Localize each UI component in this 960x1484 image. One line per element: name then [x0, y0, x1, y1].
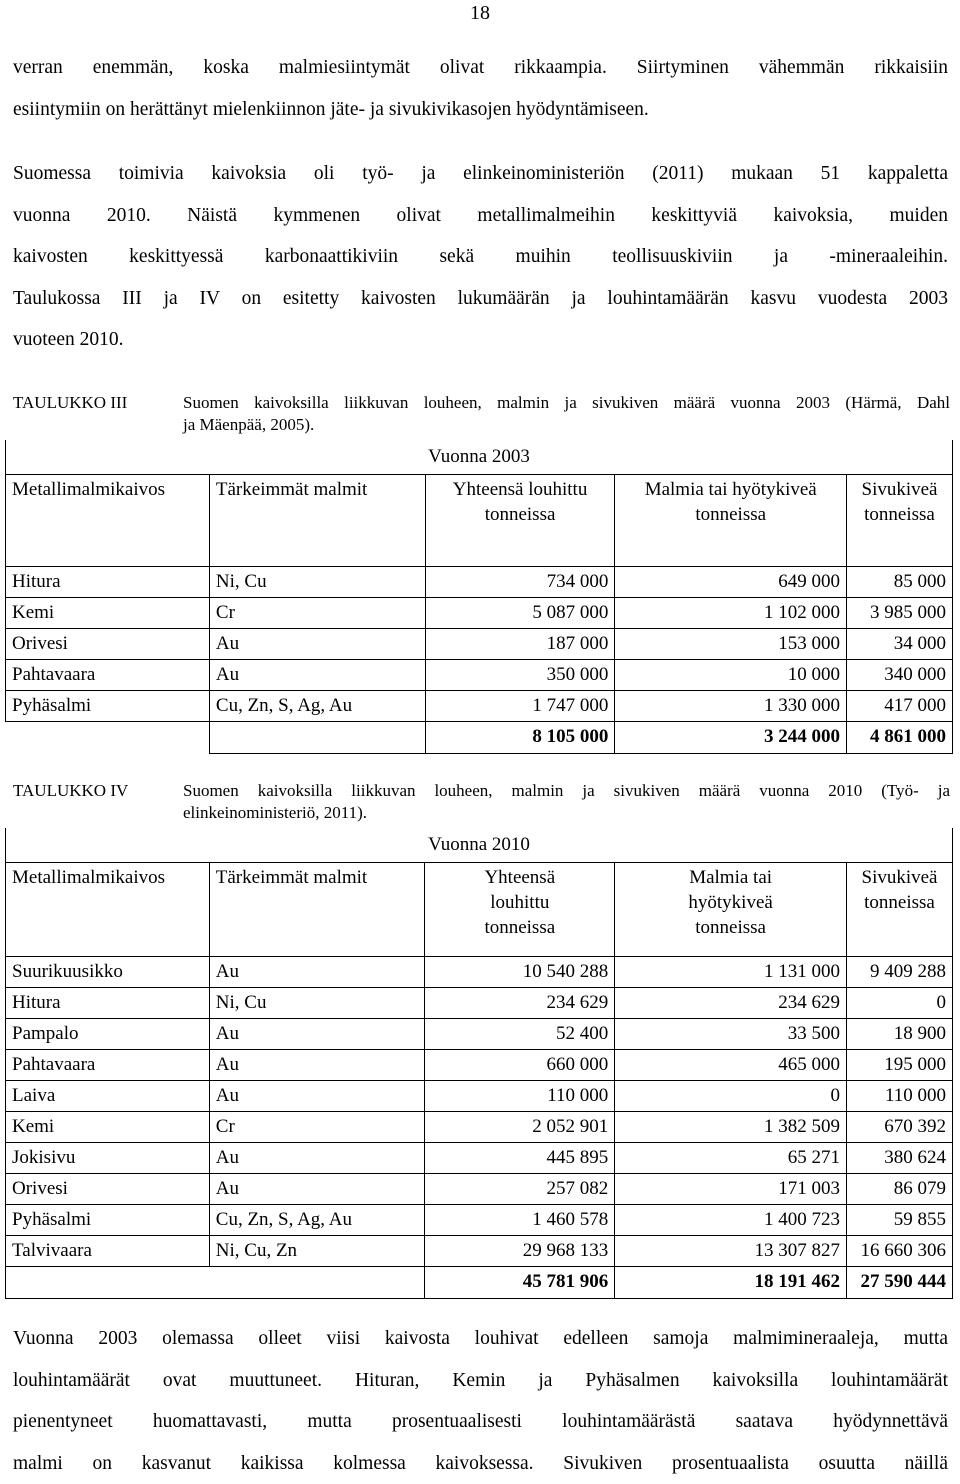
table-row [6, 1204, 953, 1235]
mine-cell: Hitura [6, 566, 210, 597]
mined-cell: 5 087 000 [425, 597, 615, 628]
table-row [6, 1049, 953, 1080]
table4 [5, 828, 953, 1299]
table4-header-total: Yhteensä louhittu tonneissa [425, 862, 615, 956]
table3-caption-text [183, 392, 950, 436]
ore-cell: 153 000 [615, 628, 847, 659]
table3-total-waste: 4 861 000 [847, 721, 953, 753]
mine-cell: Orivesi [6, 628, 210, 659]
table4-header-waste: Sivukiveä tonneissa [847, 862, 953, 956]
text-line: louhintamäärät ovat muuttuneet. Hituran, Kemin ja Pyhäsalmen kaivoksilla louhintamäärät [13, 1360, 948, 1402]
table-row [6, 956, 953, 987]
table4-label: TAULUKKO IV [13, 780, 128, 802]
table-row [6, 1173, 953, 1204]
table4-total-ore: 18 191 462 [615, 1266, 847, 1298]
mined-cell: 110 000 [425, 1080, 615, 1111]
table4-header-ores: Tärkeimmät malmit [209, 862, 425, 956]
blank-cell [209, 721, 425, 753]
ores-cell: Au [209, 1080, 425, 1111]
ores-cell: Ni, Cu [209, 987, 425, 1018]
mine-cell: Pyhäsalmi [6, 690, 210, 721]
mine-cell: Kemi [6, 1111, 210, 1142]
ore-cell: 465 000 [615, 1049, 847, 1080]
waste-cell: 380 624 [847, 1142, 953, 1173]
mined-cell: 257 082 [425, 1173, 615, 1204]
ore-cell: 649 000 [615, 566, 847, 597]
waste-cell: 670 392 [847, 1111, 953, 1142]
waste-cell: 0 [847, 987, 953, 1018]
ores-cell: Cu, Zn, S, Ag, Au [209, 690, 425, 721]
ores-cell: Cr [209, 1111, 425, 1142]
table4-caption-text [183, 780, 950, 824]
text-line: vuoteen 2010. [13, 319, 948, 361]
table3-total-mined: 8 105 000 [425, 721, 615, 753]
table-row [6, 1235, 953, 1266]
waste-cell: 9 409 288 [847, 956, 953, 987]
ore-cell: 1 102 000 [615, 597, 847, 628]
mine-cell: Pahtavaara [6, 1049, 210, 1080]
table-row [6, 1018, 953, 1049]
text-line: Suomessa toimivia kaivoksia oli työ- ja elinkeinoministeriön (2011) mukaan 51 kappaletta [13, 153, 948, 195]
caption-line: Suomen kaivoksilla liikkuvan louheen, malmin ja sivukiven määrä vuonna 2003 (Härmä, Dahl [183, 392, 950, 414]
mine-cell: Hitura [6, 987, 210, 1018]
ore-cell: 1 400 723 [615, 1204, 847, 1235]
text-line: Vuonna 2003 olemassa olleet viisi kaivosta louhivat edelleen samoja malmimineraaleja, mutta [13, 1318, 948, 1360]
mined-cell: 187 000 [425, 628, 615, 659]
mine-cell: Suurikuusikko [6, 956, 210, 987]
waste-cell: 86 079 [847, 1173, 953, 1204]
ores-cell: Au [209, 1173, 425, 1204]
table-row [6, 1111, 953, 1142]
text-line: Taulukossa III ja IV on esitetty kaivosten lukumäärän ja louhintamäärän kasvu vuodesta 2003 [13, 278, 948, 320]
ore-cell: 1 330 000 [615, 690, 847, 721]
text-line: verran enemmän, koska malmiesiintymät olivat rikkaampia. Siirtyminen vähemmän rikkaisiin [13, 47, 948, 89]
table-row [6, 566, 953, 597]
mined-cell: 1 460 578 [425, 1204, 615, 1235]
ore-cell: 171 003 [615, 1173, 847, 1204]
ores-cell: Au [209, 956, 425, 987]
table4-header-mine: Metallimalmikaivos [6, 862, 210, 956]
table3-caption [13, 392, 950, 438]
text-line: malmi on kasvanut kaikissa kolmessa kaivoksessa. Sivukiven prosentuaalista osuutta näillä [13, 1443, 948, 1484]
mined-cell: 2 052 901 [425, 1111, 615, 1142]
page-number: 18 [0, 2, 960, 25]
table4-body [6, 956, 953, 1266]
blank-cell [6, 721, 210, 753]
mined-cell: 445 895 [425, 1142, 615, 1173]
waste-cell: 195 000 [847, 1049, 953, 1080]
caption-line: ja Mäenpää, 2005). [183, 414, 950, 436]
ores-cell: Cr [209, 597, 425, 628]
waste-cell: 59 855 [847, 1204, 953, 1235]
table4-total-row [6, 1266, 953, 1298]
waste-cell: 85 000 [847, 566, 953, 597]
mine-cell: Laiva [6, 1080, 210, 1111]
intro-paragraph [13, 47, 948, 130]
ores-cell: Ni, Cu, Zn [209, 1235, 425, 1266]
table3-label: TAULUKKO III [13, 392, 127, 414]
text-line: pienentyneet huomattavasti, mutta prosentuaalisesti louhintamäärästä saatava hyödynnettävä [13, 1401, 948, 1443]
ores-cell: Au [209, 1142, 425, 1173]
waste-cell: 16 660 306 [847, 1235, 953, 1266]
table4-total-waste: 27 590 444 [847, 1266, 953, 1298]
mined-cell: 10 540 288 [425, 956, 615, 987]
closing-paragraph [13, 1318, 948, 1484]
mine-cell: Pampalo [6, 1018, 210, 1049]
ore-cell: 0 [615, 1080, 847, 1111]
table3-year: Vuonna 2003 [6, 440, 953, 474]
mined-cell: 734 000 [425, 566, 615, 597]
mine-cell: Kemi [6, 597, 210, 628]
table3-total-row [6, 721, 953, 753]
text-line: kaivosten keskittyessä karbonaattikiviin sekä muihin teollisuuskiviin ja -mineraaleihin. [13, 236, 948, 278]
waste-cell: 417 000 [847, 690, 953, 721]
mined-cell: 234 629 [425, 987, 615, 1018]
table3-header-ore: Malmia tai hyötykiveä tonneissa [615, 474, 847, 566]
ore-cell: 65 271 [615, 1142, 847, 1173]
mine-cell: Talvivaara [6, 1235, 210, 1266]
mined-cell: 660 000 [425, 1049, 615, 1080]
ore-cell: 33 500 [615, 1018, 847, 1049]
ores-cell: Au [209, 1049, 425, 1080]
ore-cell: 1 382 509 [615, 1111, 847, 1142]
table-row [6, 659, 953, 690]
mined-cell: 350 000 [425, 659, 615, 690]
waste-cell: 34 000 [847, 628, 953, 659]
table3-header-total: Yhteensä louhittu tonneissa [425, 474, 615, 566]
caption-line: elinkeinoministeriö, 2011). [183, 802, 950, 824]
mine-cell: Jokisivu [6, 1142, 210, 1173]
ores-cell: Ni, Cu [209, 566, 425, 597]
table-row [6, 597, 953, 628]
mined-cell: 29 968 133 [425, 1235, 615, 1266]
text-line: esiintymiin on herättänyt mielenkiinnon jäte- ja sivukivikasojen hyödyntämiseen. [13, 89, 948, 131]
ores-cell: Au [209, 659, 425, 690]
ore-cell: 10 000 [615, 659, 847, 690]
body-paragraph [13, 153, 948, 361]
table3-header-waste: Sivukiveä tonneissa [847, 474, 953, 566]
table-row [6, 987, 953, 1018]
ore-cell: 13 307 827 [615, 1235, 847, 1266]
mine-cell: Pyhäsalmi [6, 1204, 210, 1235]
ore-cell: 234 629 [615, 987, 847, 1018]
table4-header-ore: Malmia tai hyötykiveä tonneissa [615, 862, 847, 956]
mined-cell: 52 400 [425, 1018, 615, 1049]
waste-cell: 18 900 [847, 1018, 953, 1049]
waste-cell: 110 000 [847, 1080, 953, 1111]
table-row [6, 628, 953, 659]
table-row [6, 1142, 953, 1173]
ores-cell: Cu, Zn, S, Ag, Au [209, 1204, 425, 1235]
table4-total-mined: 45 781 906 [425, 1266, 615, 1298]
waste-cell: 3 985 000 [847, 597, 953, 628]
mine-cell: Orivesi [6, 1173, 210, 1204]
table-row [6, 1080, 953, 1111]
ores-cell: Au [209, 628, 425, 659]
caption-line: Suomen kaivoksilla liikkuvan louheen, malmin ja sivukiven määrä vuonna 2010 (Työ- ja [183, 780, 950, 802]
table3-body [6, 566, 953, 721]
mine-cell: Pahtavaara [6, 659, 210, 690]
table3-header-mine: Metallimalmikaivos [6, 474, 210, 566]
table4-caption [13, 780, 950, 826]
text-line: vuonna 2010. Näistä kymmenen olivat metallimalmeihin keskittyviä kaivoksia, muiden [13, 195, 948, 237]
table4-year: Vuonna 2010 [6, 828, 953, 862]
table3-header-ores: Tärkeimmät malmit [209, 474, 425, 566]
blank-cell [6, 1266, 425, 1298]
mined-cell: 1 747 000 [425, 690, 615, 721]
table-row [6, 690, 953, 721]
waste-cell: 340 000 [847, 659, 953, 690]
table3-total-ore: 3 244 000 [615, 721, 847, 753]
ores-cell: Au [209, 1018, 425, 1049]
ore-cell: 1 131 000 [615, 956, 847, 987]
table3 [5, 440, 953, 754]
